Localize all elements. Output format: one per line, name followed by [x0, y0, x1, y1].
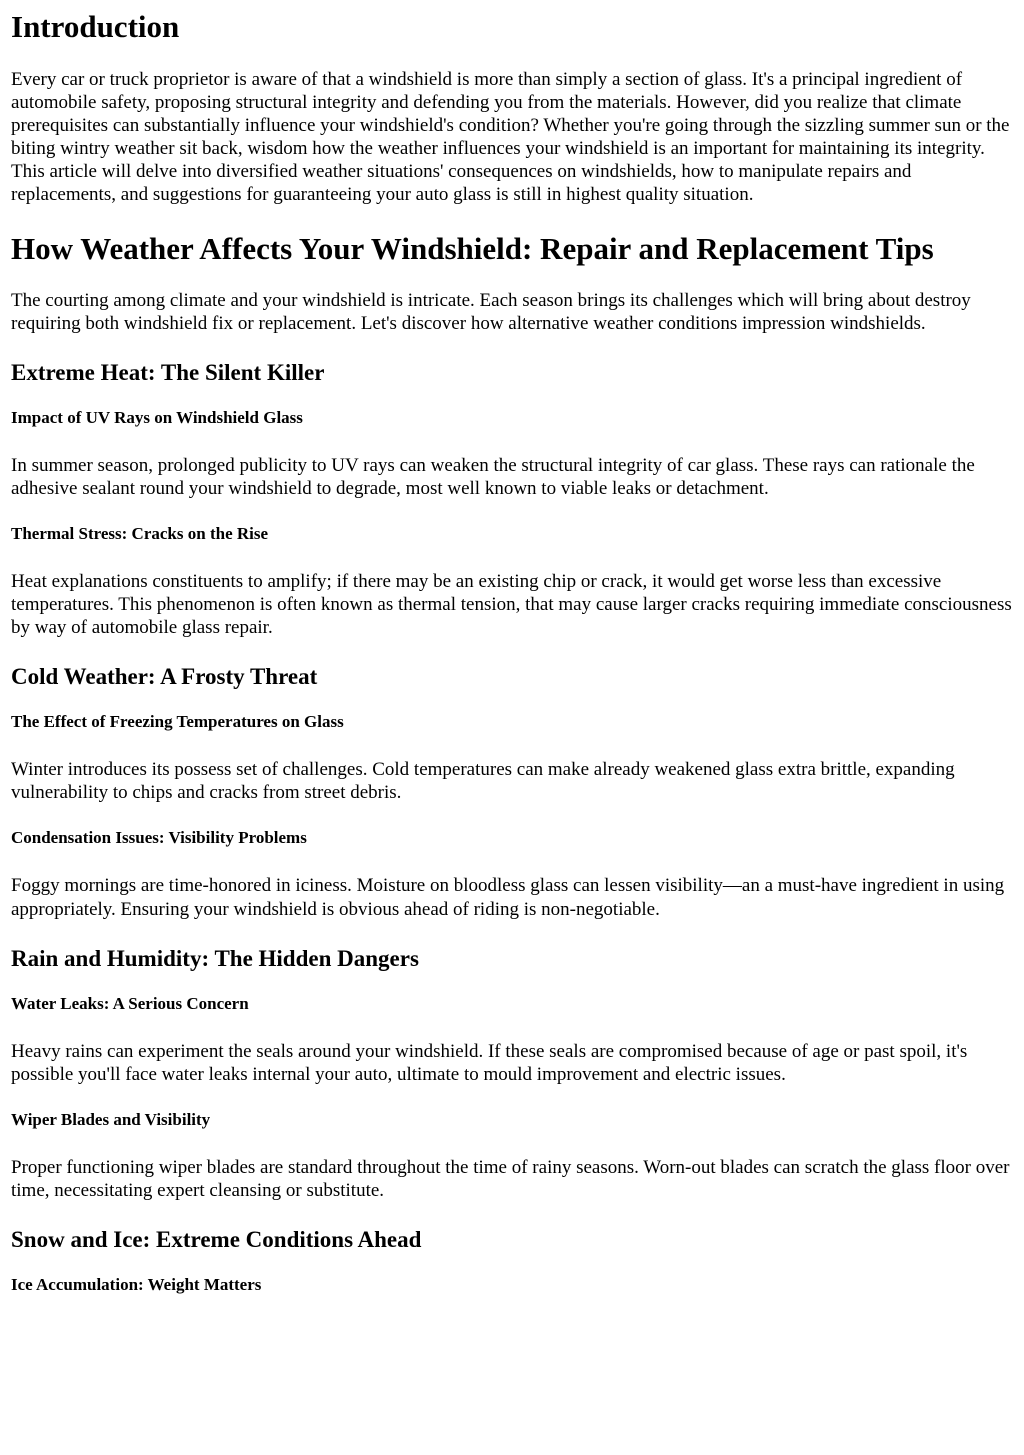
section-heading: Snow and Ice: Extreme Conditions Ahead — [11, 1226, 422, 1252]
subsection-heading: Impact of UV Rays on Windshield Glass — [11, 407, 303, 427]
subsection-paragraph: In summer season, prolonged publicity to UV rays can weaken the structural integrity of car glass. These rays can rationale the adhesive sealant round your windshield to degrade, most well known to viable leaks or detachment. — [11, 454, 975, 499]
subsection-heading: Water Leaks: A Serious Concern — [11, 993, 249, 1013]
main-heading: How Weather Affects Your Windshield: Repair and Replacement Tips — [11, 230, 934, 266]
subsection-heading: The Effect of Freezing Temperatures on Glass — [11, 712, 344, 732]
article — [0, 9, 1024, 1295]
section-heading: Extreme Heat: The Silent Killer — [11, 359, 325, 385]
subsection-paragraph: Winter introduces its possess set of challenges. Cold temperatures can make already weakened glass extra brittle, expanding vulnerability to chips and cracks from street debris. — [11, 759, 955, 804]
subsection-paragraph: Foggy mornings are time-honored in iciness. Moisture on bloodless glass can lessen visibility—an a must-have ingredient in using appropriately. Ensuring your windshield is obvious ahead of riding is non-negotiable. — [11, 875, 1005, 920]
section-heading: Cold Weather: A Frosty Threat — [11, 664, 318, 690]
intro-paragraph: Every car or truck proprietor is aware of that a windshield is more than simply a section of glass. It's a principal ingredient of automobile safety, proposing structural integrity and defending you from the materials. However, did you realize that climate prerequisites can substantially influence your windshield's condition? Whether you're going through the sizzling summer sun or the biting wintry weather sit back, wisdom how the weather influences your windshield is an important for maintaining its integrity. This article will delve into diversified weather situations' consequences on windshields, how to manipulate repairs and replacements, and suggestions for guaranteeing your auto glass is still in highest quality situation. — [11, 69, 1010, 206]
subsection-paragraph: Heavy rains can experiment the seals around your windshield. If these seals are compromised because of age or past spoil, it's possible you'll face water leaks internal your auto, ultimate to mould improvement and electric issues. — [11, 1040, 968, 1085]
subsection-heading: Condensation Issues: Visibility Problems — [11, 828, 307, 848]
subsection-heading: Wiper Blades and Visibility — [11, 1109, 211, 1129]
intro-heading: Introduction — [11, 9, 180, 44]
subsection-heading: Ice Accumulation: Weight Matters — [11, 1274, 262, 1294]
subsection-paragraph: Heat explanations constituents to amplify; if there may be an existing chip or crack, it would get worse less than excessive temperatures. This phenomenon is often known as thermal tension, that may cause larger cracks requiring immediate consciousness by way of automobile glass repair. — [11, 570, 1012, 639]
main-paragraph: The courting among climate and your windshield is intricate. Each season brings its challenges which will bring about destroy requiring both windshield fix or replacement. Let's discover how alternative weather conditions impression windshields. — [11, 289, 971, 334]
subsection-paragraph: Proper functioning wiper blades are standard throughout the time of rainy seasons. Worn-out blades can scratch the glass floor over time, necessitating expert cleansing or substitute. — [11, 1156, 1010, 1201]
subsection-heading: Thermal Stress: Cracks on the Rise — [11, 523, 269, 543]
section-heading: Rain and Humidity: The Hidden Dangers — [11, 945, 419, 971]
